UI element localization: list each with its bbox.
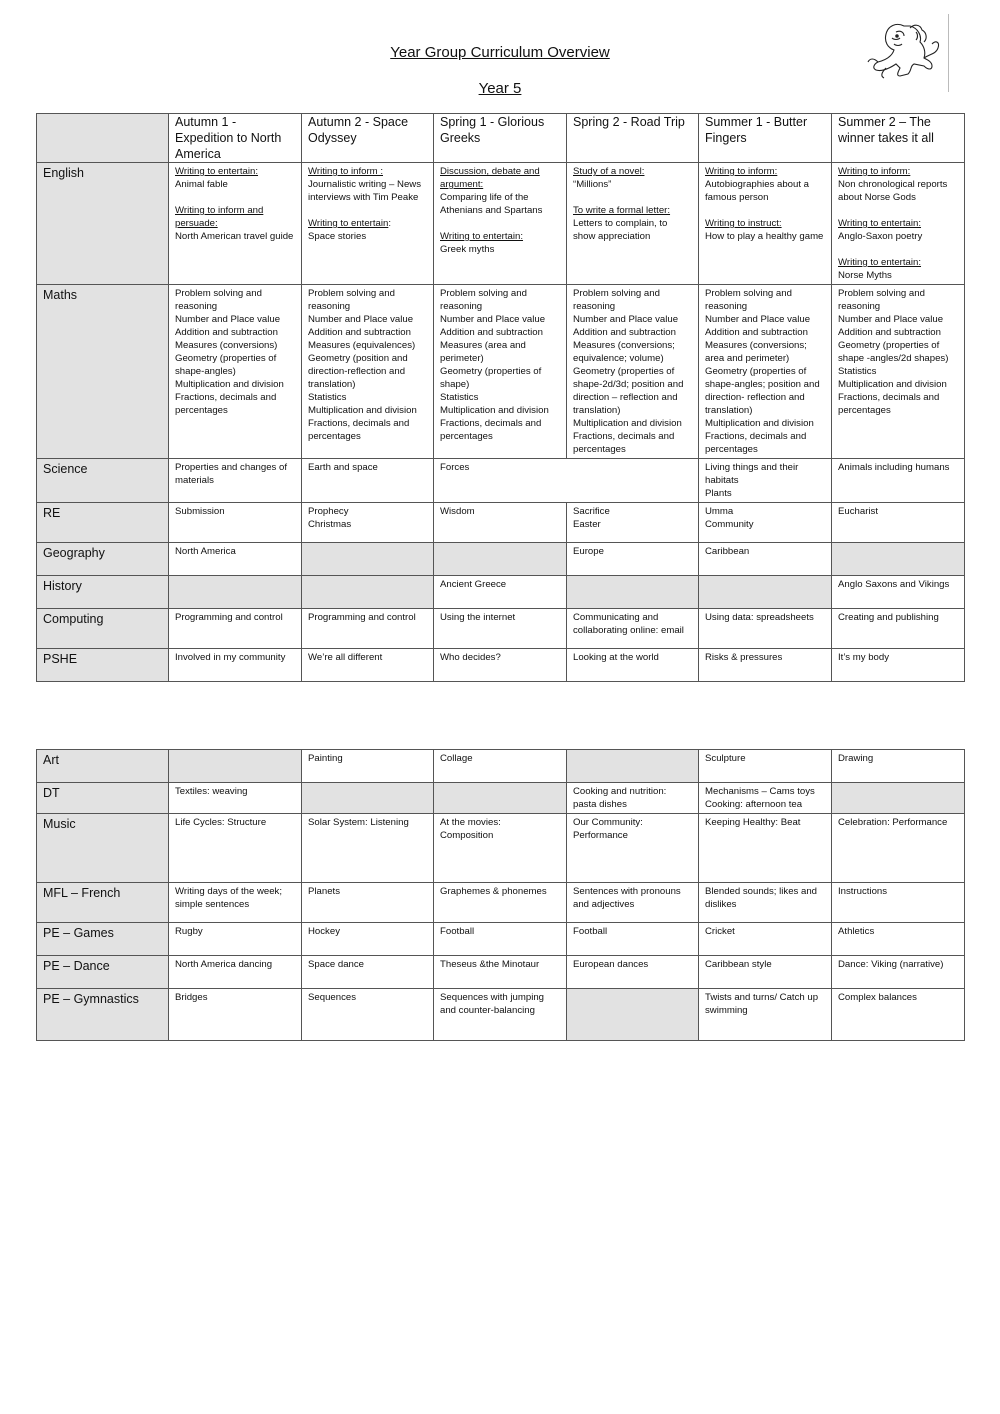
empty-cell — [169, 750, 302, 783]
topic-cell: Creating and publishing — [832, 609, 965, 649]
topic-cell: Europe — [567, 543, 699, 576]
english-cell — [434, 163, 567, 285]
maths-cell: Problem solving and reasoning Number and Place value Addition and subtraction Measures (conversions; equivalence; volume) Geometry (properties of shape-2d/3d; position and direction – reflection and translation) Multiplication and division Fractions, decimals and percentages — [567, 285, 699, 459]
subject-row-mfl-french — [37, 883, 965, 923]
topic-cell: Keeping Healthy: Beat — [699, 814, 832, 883]
topic-cell: Communicating and collaborating online: email — [567, 609, 699, 649]
topic-cell: Programming and control — [169, 609, 302, 649]
writing-genre-detail — [308, 204, 427, 217]
topic-cell: Space dance — [302, 956, 434, 989]
topic-cell: We’re all different — [302, 649, 434, 682]
topic-cell: Using the internet — [434, 609, 567, 649]
empty-cell — [302, 576, 434, 609]
topic-cell: Anglo Saxons and Vikings — [832, 576, 965, 609]
topic-cell: Rugby — [169, 923, 302, 956]
science-cell: Properties and changes of materials — [169, 459, 302, 503]
science-cell: Earth and space — [302, 459, 434, 503]
topic-cell: Complex balances — [832, 989, 965, 1041]
empty-cell — [567, 989, 699, 1041]
subject-label: History — [37, 576, 169, 609]
writing-genre-heading: Writing to inform: — [705, 166, 778, 177]
subject-label: DT — [37, 783, 169, 814]
writing-genre-detail: Autobiographies about a famous person — [705, 179, 810, 203]
subject-label: Computing — [37, 609, 169, 649]
science-cell: Forces — [434, 459, 699, 503]
term-header: Summer 2 – The winner takes it all — [832, 114, 965, 163]
page-title: Year Group Curriculum Overview — [390, 44, 610, 61]
writing-genre-heading: Writing to entertain: — [308, 218, 392, 229]
topic-cell: Sculpture — [699, 750, 832, 783]
topic-cell: At the movies: Composition — [434, 814, 567, 883]
writing-genre-detail: Journalistic writing – News interviews with Tim Peake — [308, 179, 422, 203]
writing-genre-heading: To write a formal letter: — [573, 205, 671, 216]
writing-genre-detail — [175, 191, 295, 204]
topic-cell: Textiles: weaving — [169, 783, 302, 814]
science-cell: Animals including humans — [832, 459, 965, 503]
writing-genre-detail: “Millions” — [573, 179, 612, 190]
subject-row-geography — [37, 543, 965, 576]
topic-cell: Our Community: Performance — [567, 814, 699, 883]
term-header: Summer 1 - Butter Fingers — [699, 114, 832, 163]
writing-genre-detail — [838, 204, 958, 217]
lion-crest-icon — [866, 18, 942, 80]
topic-cell: Eucharist — [832, 503, 965, 543]
topic-cell: Solar System: Listening — [302, 814, 434, 883]
maths-cell: Problem solving and reasoning Number and Place value Addition and subtraction Measures (conversions; area and perimeter) Geometry (properties of shape-angles; position and direction- reflection and translation) Multiplication and division Fractions, decimals and percentages — [699, 285, 832, 459]
subject-label: PSHE — [37, 649, 169, 682]
topic-cell: Sentences with pronouns and adjectives — [567, 883, 699, 923]
subject-label: PE – Games — [37, 923, 169, 956]
topic-cell: Ancient Greece — [434, 576, 567, 609]
topic-cell: Sequences — [302, 989, 434, 1041]
topic-cell: Twists and turns/ Catch up swimming — [699, 989, 832, 1041]
topic-cell: Looking at the world — [567, 649, 699, 682]
empty-cell — [832, 543, 965, 576]
english-cell — [567, 163, 699, 285]
subject-row-maths — [37, 285, 965, 459]
subject-label: PE – Gymnastics — [37, 989, 169, 1041]
writing-genre-heading: Writing to entertain: — [838, 218, 922, 229]
subject-row-music — [37, 814, 965, 883]
subject-label: Maths — [37, 285, 169, 459]
subject-label: RE — [37, 503, 169, 543]
writing-genre-heading: Writing to inform: — [838, 166, 911, 177]
subject-label: English — [37, 163, 169, 285]
term-header: Spring 2 - Road Trip — [567, 114, 699, 163]
topic-cell: Programming and control — [302, 609, 434, 649]
topic-cell: Life Cycles: Structure — [169, 814, 302, 883]
topic-cell: North America dancing — [169, 956, 302, 989]
writing-genre-detail: Space stories — [308, 231, 367, 242]
topic-cell: Sequences with jumping and counter-balancing — [434, 989, 567, 1041]
topic-cell: Athletics — [832, 923, 965, 956]
writing-genre-detail — [838, 243, 958, 256]
topic-cell: Umma Community — [699, 503, 832, 543]
topic-cell: Involved in my community — [169, 649, 302, 682]
subject-row-computing — [37, 609, 965, 649]
writing-genre-detail: North American travel guide — [175, 231, 294, 242]
writing-genre-detail: How to play a healthy game — [705, 231, 824, 242]
subject-row-pe-gymnastics — [37, 989, 965, 1041]
topic-cell: Risks & pressures — [699, 649, 832, 682]
writing-genre-detail: Comparing life of the Athenians and Spartans — [440, 192, 543, 216]
topic-cell: Hockey — [302, 923, 434, 956]
topic-cell: Mechanisms – Cams toys Cooking: afternoon tea — [699, 783, 832, 814]
topic-cell: Caribbean style — [699, 956, 832, 989]
topic-cell: Who decides? — [434, 649, 567, 682]
subject-row-dt — [37, 783, 965, 814]
writing-genre-detail: Animal fable — [175, 179, 228, 190]
year-subtitle: Year 5 — [478, 80, 522, 97]
english-cell — [302, 163, 434, 285]
topic-cell: Prophecy Christmas — [302, 503, 434, 543]
topic-cell: Graphemes & phonemes — [434, 883, 567, 923]
writing-genre-heading: Writing to instruct: — [705, 218, 782, 229]
topic-cell: Celebration: Performance — [832, 814, 965, 883]
term-header: Autumn 1 - Expedition to North America — [169, 114, 302, 163]
writing-genre-heading: Discussion, debate and argument: — [440, 166, 540, 190]
term-header-row — [37, 114, 965, 163]
subject-label: Science — [37, 459, 169, 503]
topic-cell: Collage — [434, 750, 567, 783]
topic-cell: Planets — [302, 883, 434, 923]
term-header: Autumn 2 - Space Odyssey — [302, 114, 434, 163]
english-cell — [832, 163, 965, 285]
subject-label: Art — [37, 750, 169, 783]
subject-row-english — [37, 163, 965, 285]
empty-cell — [567, 750, 699, 783]
topic-cell: European dances — [567, 956, 699, 989]
maths-cell: Problem solving and reasoning Number and Place value Addition and subtraction Measures (area and perimeter) Geometry (properties of shape) Statistics Multiplication and division Fractions, decimals and percentages — [434, 285, 567, 459]
topic-cell: Using data: spreadsheets — [699, 609, 832, 649]
subject-label: PE – Dance — [37, 956, 169, 989]
topic-cell: Writing days of the week; simple sentences — [169, 883, 302, 923]
topic-cell: Theseus &the Minotaur — [434, 956, 567, 989]
topic-cell: Bridges — [169, 989, 302, 1041]
topic-cell: Painting — [302, 750, 434, 783]
subject-label: Geography — [37, 543, 169, 576]
subject-label: MFL – French — [37, 883, 169, 923]
writing-genre-detail: Non chronological reports about Norse Gods — [838, 179, 948, 203]
writing-genre-detail: Norse Myths — [838, 270, 892, 281]
subject-label: Music — [37, 814, 169, 883]
topic-cell: Football — [567, 923, 699, 956]
writing-genre-heading: Writing to entertain: — [838, 257, 922, 268]
empty-cell — [699, 576, 832, 609]
maths-cell: Problem solving and reasoning Number and Place value Addition and subtraction Measures (equivalences) Geometry (position and direction-reflection and translation) Statistics Multiplication and division Fractions, decimals and percentages — [302, 285, 434, 459]
maths-cell: Problem solving and reasoning Number and Place value Addition and subtraction Geometry (properties of shape -angles/2d shapes) Statistics Multiplication and division Fractions, decimals and percentages — [832, 285, 965, 459]
empty-cell — [434, 543, 567, 576]
writing-genre-heading: Study of a novel: — [573, 166, 645, 177]
writing-genre-heading: Writing to entertain: — [440, 231, 524, 242]
topic-cell: Instructions — [832, 883, 965, 923]
empty-cell — [434, 783, 567, 814]
curriculum-table-main — [36, 113, 965, 682]
english-cell — [699, 163, 832, 285]
empty-cell — [567, 576, 699, 609]
topic-cell: Drawing — [832, 750, 965, 783]
empty-cell — [832, 783, 965, 814]
topic-cell: North America — [169, 543, 302, 576]
topic-cell: Caribbean — [699, 543, 832, 576]
subject-row-art — [37, 750, 965, 783]
subject-row-pe-games — [37, 923, 965, 956]
topic-cell: Football — [434, 923, 567, 956]
corner-cell — [37, 114, 169, 163]
header-divider — [948, 14, 949, 92]
curriculum-table-foundation — [36, 749, 965, 1041]
topic-cell: Cricket — [699, 923, 832, 956]
subject-row-history — [37, 576, 965, 609]
subject-row-re — [37, 503, 965, 543]
science-cell: Living things and their habitats Plants — [699, 459, 832, 503]
subject-row-pshe — [37, 649, 965, 682]
topic-cell: Cooking and nutrition: pasta dishes — [567, 783, 699, 814]
writing-genre-heading: Writing to inform : — [308, 166, 383, 177]
topic-cell: It’s my body — [832, 649, 965, 682]
topic-cell: Submission — [169, 503, 302, 543]
topic-cell: Sacrifice Easter — [567, 503, 699, 543]
topic-cell: Blended sounds; likes and dislikes — [699, 883, 832, 923]
topic-cell: Wisdom — [434, 503, 567, 543]
writing-genre-detail — [440, 217, 560, 230]
topic-cell: Dance: Viking (narrative) — [832, 956, 965, 989]
empty-cell — [302, 783, 434, 814]
subject-row-pe-dance — [37, 956, 965, 989]
writing-genre-heading: Writing to entertain: — [175, 166, 259, 177]
writing-genre-detail: Greek myths — [440, 244, 495, 255]
english-cell — [169, 163, 302, 285]
empty-cell — [302, 543, 434, 576]
term-header: Spring 1 - Glorious Greeks — [434, 114, 567, 163]
writing-genre-detail — [705, 204, 825, 217]
writing-genre-detail: Letters to complain, to show appreciation — [573, 218, 668, 242]
maths-cell: Problem solving and reasoning Number and Place value Addition and subtraction Measures (conversions) Geometry (properties of shape-angles) Multiplication and division Fractions, decimals and percentages — [169, 285, 302, 459]
writing-genre-detail — [573, 191, 692, 204]
writing-genre-detail: Anglo-Saxon poetry — [838, 231, 923, 242]
subject-row-science — [37, 459, 965, 503]
empty-cell — [169, 576, 302, 609]
writing-genre-heading: Writing to inform and persuade: — [175, 205, 264, 229]
